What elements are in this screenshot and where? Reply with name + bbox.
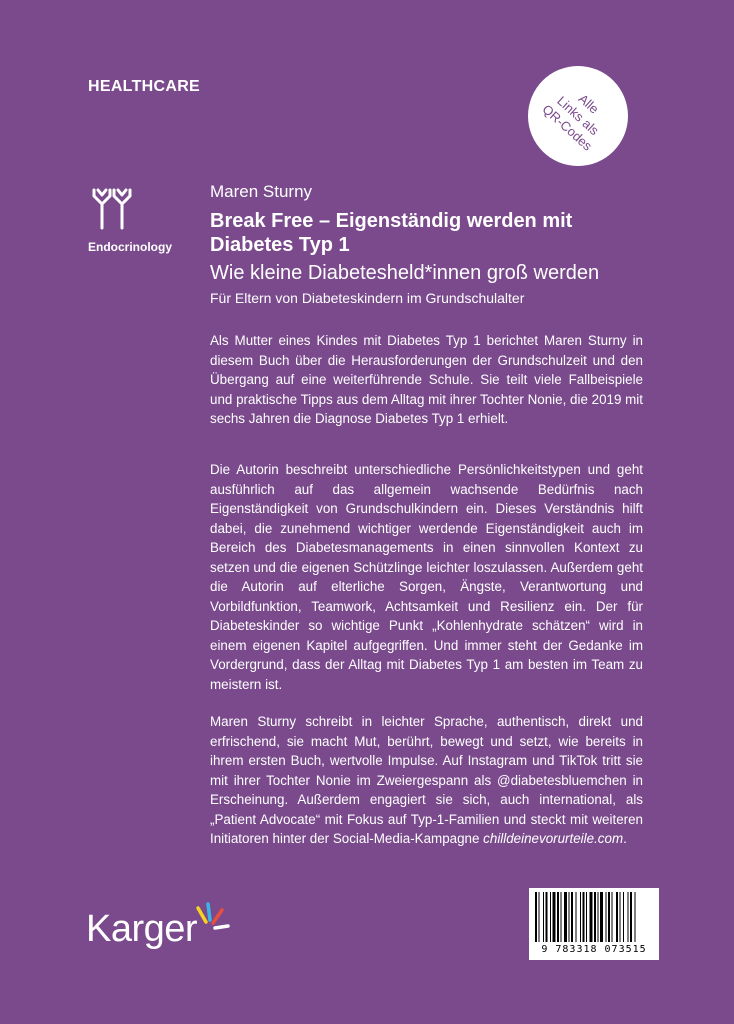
barcode-bar xyxy=(571,892,573,942)
barcode-bar xyxy=(635,892,636,942)
barcode-bar xyxy=(561,892,562,942)
barcode-bar xyxy=(620,892,621,942)
publisher-name: Karger xyxy=(86,908,198,950)
barcode-bar xyxy=(623,892,624,942)
barcode-bars xyxy=(535,892,653,942)
description-paragraph-1: Als Mutter eines Kindes mit Diabetes Typ 1 berichtet Maren Sturny in diesem Buch über die Herausforderungen der Grundschulzeit und den Übergang auf eine weiterführende Schule. Sie teilt viele Fallbeispiele und praktische Tipps aus dem Alltag mit ihrer Tochter Nonie, die 2019 mit sechs Jahren die Diagnose Diabetes Typ 1 erhielt. xyxy=(210,333,643,426)
barcode-bar xyxy=(594,892,596,942)
barcode-bar xyxy=(616,892,618,942)
barcode-bar xyxy=(550,892,551,942)
book-target-audience: Für Eltern von Diabeteskindern im Grundschulalter xyxy=(210,290,525,306)
isbn-barcode xyxy=(529,888,659,960)
description-paragraph-3 xyxy=(210,712,643,849)
description-paragraph-2: Die Autorin beschreibt unterschiedliche Persönlichkeitstypen und geht ausführlich auf das allgemein wachsende Bedürfnis nach Eigenständigkeit von Grundschulkindern ein. Dieses Verständnis hilft dabei, die zunehmend wichtiger werdende Eigenständigkeit auch im Bereich des Diabetesmanagements in einen sinnvollen Kontext zu setzen und die eigenen Schützlinge leichter loszulassen. Außerdem geht die Autorin auf elterliche Sorgen, Ängste, Verantwortung und Vorbildfunktion, Teamwork, Achtsamkeit und Resilienz ein. Der für Diabeteskinder so wichtige Punkt „Kohlenhydrate schätzen“ wird in einem eigenen Kapitel aufgegriffen. Und immer steht der Gedanke im Vordergrund, dass der Alltag mit Diabetes Typ 1 am besten im Team zu meistern ist. xyxy=(210,462,643,692)
barcode-bar xyxy=(612,892,613,942)
barcode-bar xyxy=(598,892,599,942)
barcode-bar xyxy=(576,892,577,942)
publisher-logo-icon xyxy=(188,902,230,942)
paragraph-3-text: Maren Sturny schreibt in leichter Sprache, authentisch, direkt und erfrischend, sie macht Mut, berührt, bewegt und setzt, wie bereits in ihrem ersten Buch, wertvolle Impulse. Auf Instagram und TikTok tritt sie mit ihrer Tochter Nonie im Zweiergespann als @diabetesbluemchen in Erscheinung. Außerdem engagiert sie sich, auch international, als „Patient Advocate“ mit Fokus auf Typ-1-Familien und steckt mit weiteren Initiatoren hinter der Social-Media-Kampagne xyxy=(210,714,643,846)
barcode-bar xyxy=(539,892,540,942)
barcode-bar xyxy=(590,892,593,942)
barcode-bar xyxy=(600,892,603,942)
qr-codes-badge-text: Alle Links als QR-Codes xyxy=(539,90,603,154)
category-label: HEALTHCARE xyxy=(88,78,201,95)
barcode-bar xyxy=(580,892,581,942)
barcode-bar xyxy=(628,892,629,942)
qr-codes-badge xyxy=(528,66,628,166)
barcode-bar xyxy=(586,892,587,942)
barcode-bar xyxy=(553,892,556,942)
barcode-bar xyxy=(608,892,610,942)
barcode-bar xyxy=(546,892,548,942)
barcode-bar xyxy=(535,892,537,942)
campaign-website: chilldeinevorurteile.com xyxy=(483,831,624,846)
barcode-bar xyxy=(564,892,567,942)
book-author: Maren Sturny xyxy=(210,182,313,201)
endocrinology-icon xyxy=(88,186,136,232)
barcode-bar xyxy=(569,892,570,942)
book-subtitle: Wie kleine Diabetesheld*innen groß werden xyxy=(210,262,600,284)
book-title: Break Free – Eigenständig werden mit Diabetes Typ 1 xyxy=(210,210,573,256)
isbn-number: 9 783318 073515 xyxy=(541,944,647,955)
barcode-bar xyxy=(543,892,544,942)
specialty-label: Endocrinology xyxy=(88,240,172,254)
barcode-bar xyxy=(630,892,632,942)
barcode-bar xyxy=(606,892,607,942)
paragraph-3-end: . xyxy=(623,831,627,846)
barcode-bar xyxy=(557,892,559,942)
barcode-bar xyxy=(583,892,585,942)
